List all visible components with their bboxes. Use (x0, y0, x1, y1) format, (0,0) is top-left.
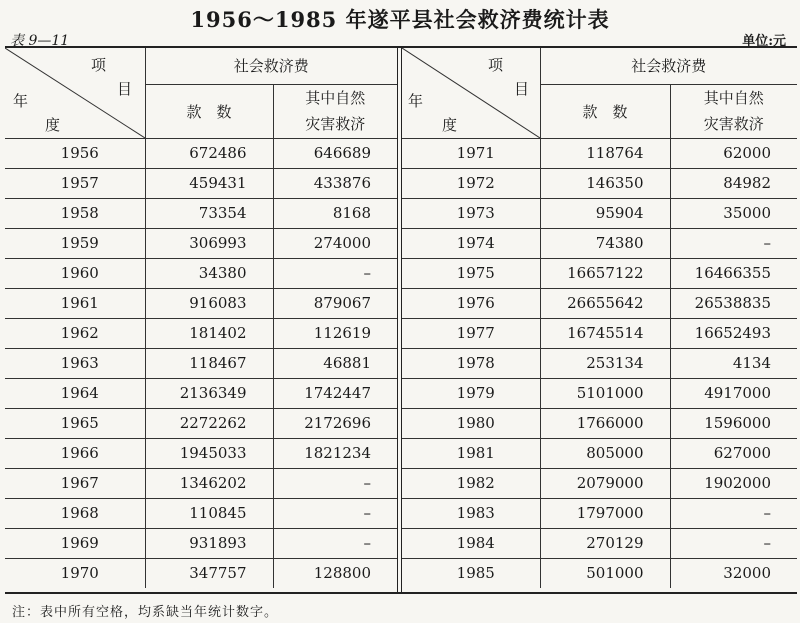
col-natural-header-line2: 灾害救济 (305, 115, 366, 133)
table-row (402, 258, 797, 288)
amount-cell: 306993 (145, 228, 273, 258)
col-amount-header: 款 数 (540, 84, 670, 138)
year-cell: 1980 (402, 408, 540, 438)
header-row-top (5, 48, 397, 84)
page-title: 1956～1985 年遂平县社会救济费统计表 (190, 7, 610, 32)
amount-cell: 347757 (145, 558, 273, 588)
table-row (402, 498, 797, 528)
table-row (5, 318, 397, 348)
table-right-half (402, 48, 797, 592)
year-cell: 1974 (402, 228, 540, 258)
table-left-half (5, 48, 397, 592)
natural-cell: 16466355 (670, 258, 797, 288)
year-cell: 1966 (5, 438, 145, 468)
amount-cell: 110845 (145, 498, 273, 528)
table-row (5, 438, 397, 468)
natural-cell: – (273, 498, 397, 528)
year-cell: 1976 (402, 288, 540, 318)
amount-cell: 118467 (145, 348, 273, 378)
year-cell: 1978 (402, 348, 540, 378)
amount-cell: 1766000 (540, 408, 670, 438)
table-row (402, 288, 797, 318)
year-cell: 1964 (5, 378, 145, 408)
year-cell: 1985 (402, 558, 540, 588)
table-row (5, 498, 397, 528)
natural-cell: – (670, 528, 797, 558)
table-row (5, 288, 397, 318)
table-right (402, 48, 797, 588)
year-cell: 1968 (5, 498, 145, 528)
col-natural-header (273, 84, 397, 138)
natural-cell: 62000 (670, 138, 797, 168)
year-cell: 1965 (5, 408, 145, 438)
table-row (402, 528, 797, 558)
year-cell: 1982 (402, 468, 540, 498)
amount-cell: 916083 (145, 288, 273, 318)
table-row (5, 378, 397, 408)
natural-cell: – (670, 498, 797, 528)
natural-cell: 1821234 (273, 438, 397, 468)
natural-cell: 4917000 (670, 378, 797, 408)
natural-cell: – (273, 528, 397, 558)
year-cell: 1969 (5, 528, 145, 558)
amount-cell: 2272262 (145, 408, 273, 438)
table-row (5, 528, 397, 558)
year-cell: 1960 (5, 258, 145, 288)
amount-cell: 181402 (145, 318, 273, 348)
year-cell: 1958 (5, 198, 145, 228)
amount-cell: 5101000 (540, 378, 670, 408)
year-cell: 1959 (5, 228, 145, 258)
natural-cell: 35000 (670, 198, 797, 228)
col-amount-header: 款 数 (145, 84, 273, 138)
table-row (5, 558, 397, 588)
footnote: 注：表中所有空格，均系缺当年统计数字。 (12, 605, 279, 620)
year-cell: 1984 (402, 528, 540, 558)
natural-cell: 2172696 (273, 408, 397, 438)
year-cell: 1979 (402, 378, 540, 408)
col-natural-header-line1: 其中自然 (305, 89, 366, 107)
year-cell: 1963 (5, 348, 145, 378)
natural-cell: 433876 (273, 168, 397, 198)
year-cell: 1971 (402, 138, 540, 168)
natural-cell: – (670, 228, 797, 258)
table-number: 表 9—11 (10, 33, 70, 49)
table-row (5, 258, 397, 288)
natural-cell: – (273, 258, 397, 288)
natural-cell: 8168 (273, 198, 397, 228)
year-cell: 1970 (5, 558, 145, 588)
corner-nian: 年 (408, 92, 424, 110)
natural-cell: 112619 (273, 318, 397, 348)
table-row (402, 408, 797, 438)
natural-cell: 1902000 (670, 468, 797, 498)
table-row (402, 378, 797, 408)
col-natural-header (670, 84, 797, 138)
year-cell: 1962 (5, 318, 145, 348)
amount-cell: 459431 (145, 168, 273, 198)
natural-cell: 1742447 (273, 378, 397, 408)
amount-cell: 1797000 (540, 498, 670, 528)
table-row (5, 408, 397, 438)
unit-label: 单位:元 (742, 34, 786, 49)
amount-cell: 16745514 (540, 318, 670, 348)
table-row (5, 198, 397, 228)
natural-cell: 26538835 (670, 288, 797, 318)
amount-cell: 146350 (540, 168, 670, 198)
natural-cell: – (273, 468, 397, 498)
table-row (5, 348, 397, 378)
natural-cell: 46881 (273, 348, 397, 378)
natural-cell: 879067 (273, 288, 397, 318)
natural-cell: 1596000 (670, 408, 797, 438)
amount-cell: 2136349 (145, 378, 273, 408)
table-row (402, 168, 797, 198)
corner-mu: 目 (514, 80, 530, 98)
amount-cell: 270129 (540, 528, 670, 558)
year-cell: 1956 (5, 138, 145, 168)
amount-cell: 118764 (540, 138, 670, 168)
amount-cell: 253134 (540, 348, 670, 378)
table-row (402, 348, 797, 378)
amount-cell: 501000 (540, 558, 670, 588)
amount-cell: 2079000 (540, 468, 670, 498)
natural-cell: 627000 (670, 438, 797, 468)
col-natural-header-line2: 灾害救济 (703, 115, 764, 133)
table-left (5, 48, 397, 588)
table-row (5, 168, 397, 198)
natural-cell: 32000 (670, 558, 797, 588)
amount-cell: 931893 (145, 528, 273, 558)
corner-cell (5, 48, 145, 138)
table-row (5, 228, 397, 258)
amount-cell: 26655642 (540, 288, 670, 318)
year-cell: 1967 (5, 468, 145, 498)
amount-cell: 73354 (145, 198, 273, 228)
group-header: 社会救济费 (145, 48, 397, 84)
natural-cell: 84982 (670, 168, 797, 198)
corner-mu: 目 (117, 80, 133, 98)
corner-nian: 年 (13, 92, 29, 110)
year-cell: 1972 (402, 168, 540, 198)
amount-cell: 74380 (540, 228, 670, 258)
natural-cell: 274000 (273, 228, 397, 258)
corner-cell (402, 48, 540, 138)
table-row (402, 558, 797, 588)
amount-cell: 34380 (145, 258, 273, 288)
natural-cell: 128800 (273, 558, 397, 588)
amount-cell: 672486 (145, 138, 273, 168)
header-row-top (402, 48, 797, 84)
year-cell: 1975 (402, 258, 540, 288)
table-row (402, 468, 797, 498)
year-cell: 1961 (5, 288, 145, 318)
natural-cell: 646689 (273, 138, 397, 168)
corner-du: 度 (45, 116, 61, 134)
year-cell: 1957 (5, 168, 145, 198)
amount-cell: 1346202 (145, 468, 273, 498)
table-row (402, 198, 797, 228)
group-header: 社会救济费 (540, 48, 797, 84)
table-row (5, 138, 397, 168)
corner-item: 项 (91, 56, 107, 74)
amount-cell: 805000 (540, 438, 670, 468)
table-row (402, 438, 797, 468)
table-row (5, 468, 397, 498)
year-cell: 1981 (402, 438, 540, 468)
amount-cell: 16657122 (540, 258, 670, 288)
year-cell: 1983 (402, 498, 540, 528)
year-cell: 1977 (402, 318, 540, 348)
table-row (402, 318, 797, 348)
corner-item: 项 (488, 56, 504, 74)
year-cell: 1973 (402, 198, 540, 228)
natural-cell: 16652493 (670, 318, 797, 348)
amount-cell: 95904 (540, 198, 670, 228)
table-row (402, 228, 797, 258)
statistics-table (5, 46, 797, 594)
corner-du: 度 (442, 116, 458, 134)
natural-cell: 4134 (670, 348, 797, 378)
amount-cell: 1945033 (145, 438, 273, 468)
table-row (402, 138, 797, 168)
col-natural-header-line1: 其中自然 (703, 89, 764, 107)
